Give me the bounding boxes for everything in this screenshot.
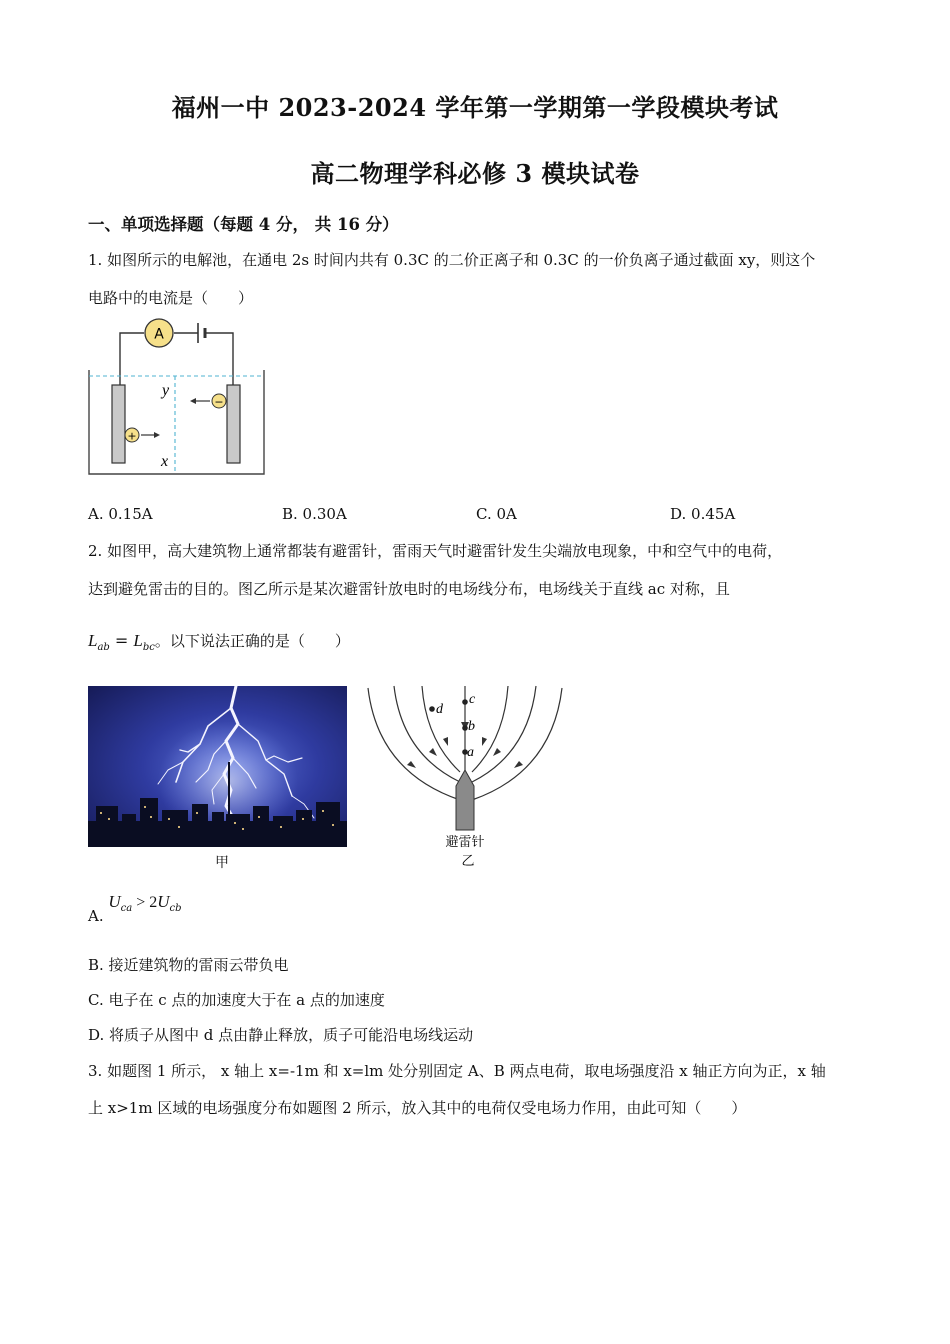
left-electrode [112,385,125,463]
y-label: y [162,382,170,399]
q1-option-c[interactable]: C. 0A [476,505,517,523]
cond-eq: = [109,631,134,650]
q3-text-line1: 3. 如题图 1 所示， x 轴上 x=-1m 和 x=lm 处分别固定 A、B 两点电荷，取电场强度沿 x 轴正方向为正，x 轴 [88,1062,826,1080]
q1-option-b[interactable]: B. 0.30A [282,505,347,523]
ammeter-label: A [154,326,164,343]
electrolytic-cell-diagram [86,315,268,480]
point-b-label: b [468,719,475,734]
q2-text-line2: 达到避免雷击的目的。图乙所示是某次避雷针放电时的电场线分布，电场线关于直线 ac 对称，且 [88,580,730,598]
q1-option-a[interactable]: A. 0.15A [88,505,153,523]
q2-option-b[interactable]: B. 接近建筑物的雷雨云带负电 [88,956,289,974]
point-a-label: a [467,745,474,760]
lightning-rod-field-diagram [360,682,570,872]
optA-sub-cb: cb [169,903,182,914]
q1-text-line1: 1. 如图所示的电解池，在通电 2s 时间内共有 0.3C 的二价正离子和 0.3C 的一价负离子通过截面 xy，则这个 [88,251,816,269]
q2-text-line1: 2. 如图甲，高大建筑物上通常都装有避雷针，雷雨天气时避雷针发生尖端放电现象，中和空气中的电荷， [88,542,783,560]
cond-sub-bc: bc [142,642,155,653]
q3-text-line2: 上 x>1m 区域的电场强度分布如题图 2 所示，放入其中的电荷仅受电场力作用，由此可知（ ） [88,1099,747,1117]
optA-sub-ca: ca [120,903,133,914]
x-label: x [161,453,169,470]
point-d-label: d [436,702,443,717]
cond-L1: L [88,631,98,650]
section-heading: 一、单项选择题（每题 4 分， 共 16 分） [88,215,399,234]
q2-option-a[interactable] [88,892,182,925]
q2-text-line3 [88,630,350,653]
negative-ion-sign: − [214,395,224,409]
q2-option-c[interactable]: C. 电子在 c 点的加速度大于在 a 点的加速度 [88,991,385,1009]
cond-L2: L [133,631,143,650]
lightning-photo [88,686,347,847]
exam-subtitle: 高二物理学科必修 3 模块试卷 [310,159,640,188]
lightning-rod [456,770,474,830]
positive-ion-sign: + [127,429,137,443]
cond-sub-ab: ab [97,642,110,653]
optA-U2: U [157,892,170,911]
fig-yi-caption: 乙 [461,854,475,869]
right-electrode [227,385,240,463]
q2-option-a-prefix: A. [88,907,104,925]
optA-rel: > 2 [132,894,158,911]
q2-option-d[interactable]: D. 将质子从图中 d 点由静止释放，质子可能沿电场线运动 [88,1026,474,1044]
q1-text-line2: 电路中的电流是（ ） [88,289,254,307]
q1-option-d[interactable]: D. 0.45A [670,505,736,523]
fig-jia-caption: 甲 [215,855,229,871]
exam-title: 福州一中 2023-2024 学年第一学期第一学段模块考试 [171,93,779,122]
q2-line3-tail: 。以下说法正确的是（ ） [154,632,350,650]
optA-U1: U [108,892,121,911]
rod-label: 避雷针 [445,835,485,850]
point-c-label: c [469,692,476,707]
